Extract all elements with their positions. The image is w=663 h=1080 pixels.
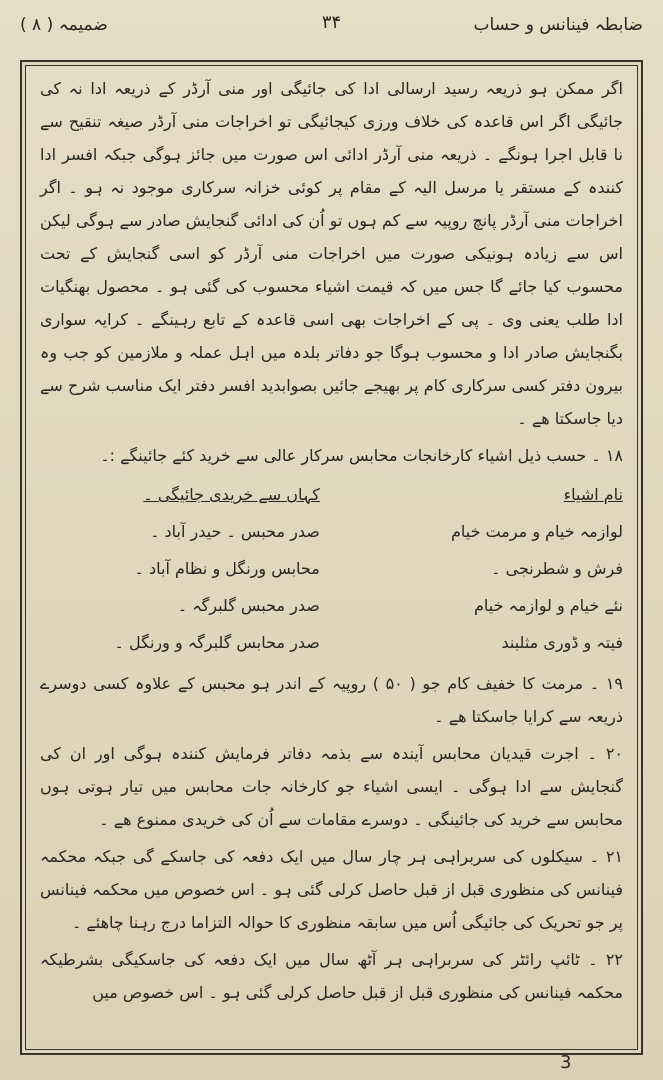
- item-source: صدر محبس ۔ حیدر آباد ۔: [150, 522, 320, 541]
- supplement-label: ضمیمہ ( ۸ ): [20, 15, 108, 35]
- table-row: [40, 552, 623, 585]
- paragraph-19: ۱۹ ۔ مرمت کا خفیف کام جو ( ۵۰ ) روپیہ کے اندر ہو محبس کے علاوہ کسی دوسرے ذریعہ سے کرایا جاسکتا ھے ۔: [40, 674, 624, 726]
- paragraph-22: ۲۲ ۔ ٹائپ رائٹر کی سربراہی ہر آٹھ سال میں ایک دفعہ کی جاسکیگی بشرطیکہ محکمہ فینانس کی منظوری قبل از قبل حاصل کرلی گئی ہو ۔ اس خصوص میں: [40, 950, 623, 1002]
- paragraph-17: اگر ممکن ہو ذریعہ رسید ارسالی ادا کی جائیگی اور منی آرڈر کے ذریعہ ادا نہ کی جائیگی اگر اس قاعدہ کی خلاف ورزی کیجائیگی تو اخراجات منی آرڈر صیغہ تنقیح سے نا قابل اجرا ہونگے ۔ ذریعہ منی آرڈر ادائی اس صورت میں جائز ہوگی جبکہ افسر ادا کنندہ کے مستقر یا مرسل الیہ کے مقام پر کوئی خزانہ سرکاری موجود نہ ہو ۔ اگر اخراجات منی آرڈر پانچ روپیہ سے کم ہوں تو اُن کی ادائی گنجایش صادر سے ہوگی لیکن اس سے زیادہ ہونیکی صورت میں اخراجات منی آرڈر کو اسی گنجایش کے تحت محسوب کیا جائے گا جس میں کہ قیمت اشیاء محسوب کی گئی ہو ۔ محصول بھنگیات ادا طلب یعنی وی ۔ پی کے اخراجات بھی اسی قاعدہ کے تابع رہینگے ۔ کرایہ سواری بگنجایش صادر ادا و محسوب ہوگا جو دفاتر بلدہ میں اہل عملہ و ملازمین کو جب وہ بیرون دفتر کسی سرکاری کام پر بھیجے جائیں بصوابدید افسر دفتر ایک مناسب شرح سے دیا جاسکتا ھے ۔: [40, 79, 623, 428]
- table-row: [40, 515, 623, 548]
- footer-mark: 3: [560, 1052, 572, 1073]
- paragraph-20: ۲۰ ۔ اجرت قیدیان محابس آیندہ سے بذمہ دفاتر فرمایش کنندہ ہوگی اور ان کی گنجایش سے ادا ہوگی ۔ ایسی اشیاء جو کارخانہ جات محابس میں تیار ہوتی ہوں محابس سے خرید کی جائینگی ۔ دوسرے مقامات سے اُن کی خریدی ممنوع ھے ۔: [40, 744, 623, 829]
- paragraph-21: ۲۱ ۔ سیکلوں کی سربراہی ہر چار سال میں ایک دفعہ کی جاسکے گی جبکہ محکمہ فینانس کی منظوری قبل از قبل حاصل کرلی گئی ہو ۔ اس خصوص میں محکمہ فینانس پر جو تحریک کی جائیگی اُس میں سابقہ منظوری کا حوالہ التزاما درج رہنا چاھئے ۔: [40, 847, 623, 932]
- item-source: محابس ورنگل و نظام آباد ۔: [134, 559, 320, 578]
- paragraph-18: ۱۸ ۔ حسب ذیل اشیاء کارخانجات محابس سرکار عالی سے خرید کئے جائینگے :۔: [100, 446, 623, 465]
- page-title: ضابطہ فینانس و حساب: [473, 15, 643, 35]
- table-header-source: کہاں سے خریدی جائیگی ۔: [143, 485, 320, 504]
- page-number: ۳۴: [321, 12, 342, 33]
- item-name: فیتہ و ڈوری مثلبند: [501, 633, 623, 652]
- table-row: [40, 626, 623, 659]
- purchase-table: [40, 478, 623, 659]
- page-header: [20, 6, 643, 46]
- table-row: [40, 589, 623, 622]
- table-header-row: [40, 478, 623, 511]
- item-source: صدر محبس گلبرگہ ۔: [177, 596, 320, 615]
- item-name: لوازمہ خیام و مرمت خیام: [450, 522, 623, 541]
- table-header-item: نام اشیاء: [563, 485, 623, 504]
- item-source: صدر محابس گلبرگہ و ورنگل ۔: [114, 633, 320, 652]
- page-body: [40, 72, 623, 1040]
- item-name: نئے خیام و لوازمہ خیام: [474, 596, 623, 615]
- item-name: فرش و شطرنجی ۔: [491, 559, 623, 578]
